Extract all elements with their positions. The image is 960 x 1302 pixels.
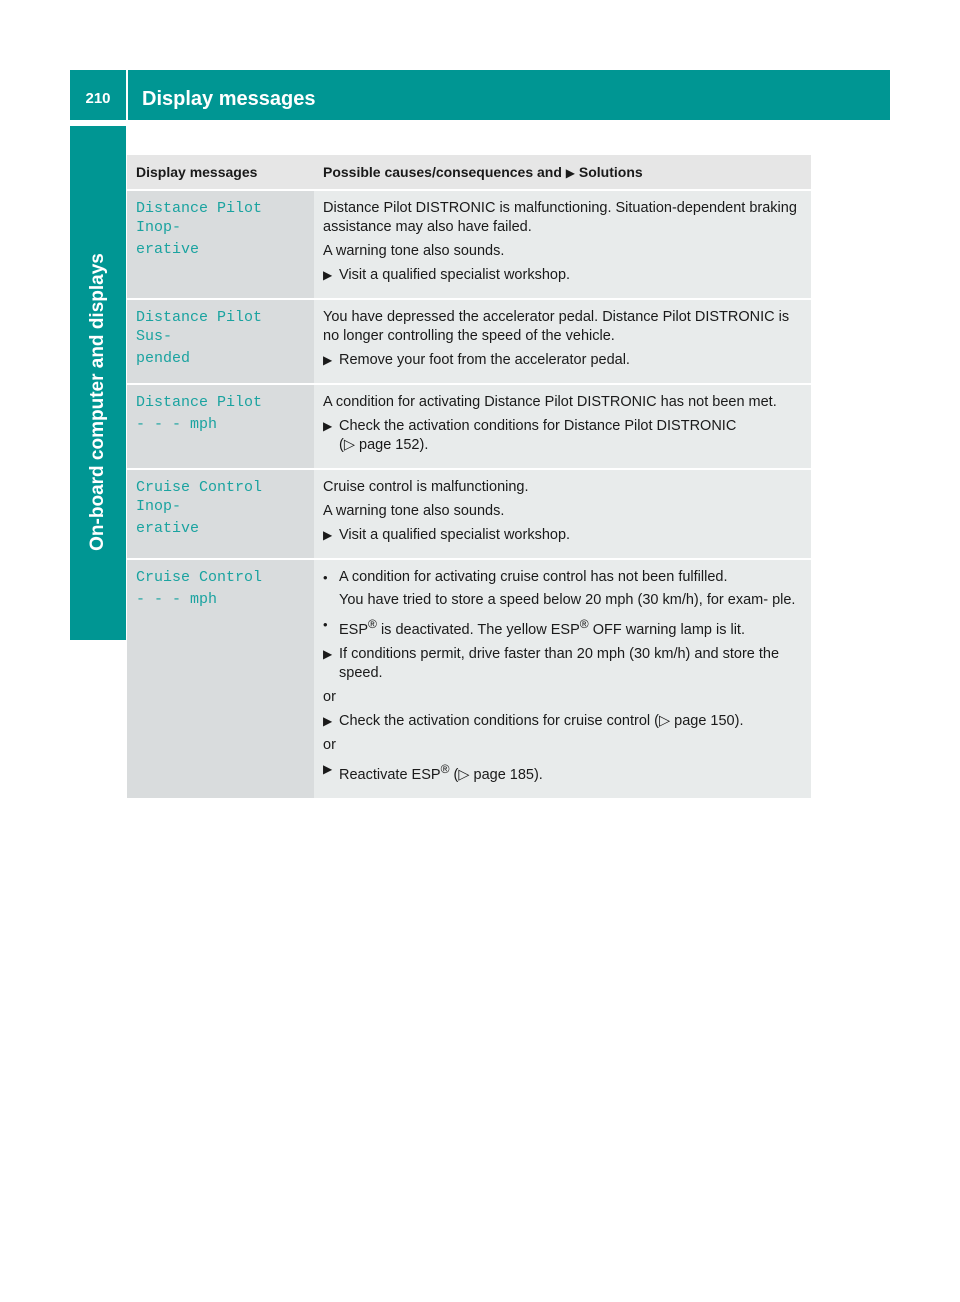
action-step	[323, 645, 803, 683]
display-message-line: - - - mph	[136, 416, 218, 433]
display-message-line: Cruise Control Inop‐	[136, 479, 263, 515]
cause-text: Cruise control is malfunctioning.	[323, 479, 529, 495]
action-arrow-icon: ▶	[323, 761, 333, 776]
cause-text: A condition for activating Distance Pilot DISTRONIC has not been met.	[323, 394, 777, 410]
bullet-text: OFF warning lamp is lit.	[588, 621, 745, 638]
action-arrow-icon: ▶	[565, 166, 576, 180]
registered-mark: ®	[440, 761, 450, 776]
display-message	[136, 199, 306, 259]
column-header-messages: Display messages	[127, 155, 314, 190]
table-row	[127, 190, 811, 299]
solution-cell	[314, 559, 811, 798]
display-message-line: Cruise Control	[136, 569, 263, 586]
action-text: Visit a qualified specialist workshop.	[339, 267, 571, 283]
or-text: or	[323, 688, 336, 705]
display-message-line: erative	[136, 520, 200, 537]
table-row	[127, 559, 811, 798]
solution-cell	[314, 384, 811, 469]
page-title: Display messages	[142, 88, 316, 110]
column-header-solutions-post: Solutions	[578, 164, 643, 180]
action-arrow-icon: ▶	[323, 268, 333, 282]
display-message-cell	[127, 384, 314, 469]
action-text: Remove your foot from the accelerator pedal.	[339, 352, 630, 368]
action-text: If conditions permit, drive faster than 20 mph (30 km/h) and store the speed.	[339, 645, 780, 681]
display-message-line: pended	[136, 350, 191, 367]
bullet-text: You have tried to store a speed below 20 mph (30 km/h), for exam- ple.	[339, 592, 796, 608]
or-text: or	[323, 736, 336, 753]
table-row	[127, 299, 811, 384]
display-message-cell	[127, 559, 314, 798]
display-message	[136, 568, 306, 609]
display-message-line: Distance Pilot Sus‐	[136, 309, 263, 345]
action-arrow-icon: ▶	[323, 353, 333, 367]
page-header	[70, 70, 890, 120]
bullet-item	[323, 568, 803, 610]
cause-text: A warning tone also sounds.	[323, 243, 505, 259]
display-message-line: - - - mph	[136, 591, 218, 608]
display-message	[136, 308, 306, 368]
column-header-solutions-pre: Possible causes/consequences and	[323, 164, 562, 180]
action-step	[323, 351, 803, 370]
bullet-icon: •	[323, 617, 328, 632]
header-divider	[126, 70, 128, 120]
cause-text: A warning tone also sounds.	[323, 503, 505, 519]
display-message	[136, 393, 306, 434]
action-text: Check the activation conditions for Distance Pilot DISTRONIC	[339, 418, 737, 434]
action-arrow-icon: ▶	[323, 646, 333, 661]
cause-text: Distance Pilot DISTRONIC is malfunctioning. Situation-dependent braking assistance may also have failed.	[323, 200, 797, 235]
action-step	[323, 266, 803, 285]
display-message-cell	[127, 469, 314, 559]
action-text: Check the activation conditions for cruise control (▷ page 150).	[339, 712, 744, 729]
chapter-label: On-board computer and displays	[87, 253, 108, 551]
registered-mark: ®	[368, 617, 377, 631]
action-step	[323, 417, 803, 455]
display-message-line: erative	[136, 241, 200, 258]
registered-mark: ®	[579, 617, 589, 631]
action-arrow-icon: ▶	[323, 713, 333, 728]
action-text: (▷ page 185).	[449, 766, 543, 783]
display-message	[136, 478, 306, 538]
action-step	[323, 526, 803, 545]
cause-text: You have depressed the accelerator pedal. Distance Pilot DISTRONIC is no longer controlling the speed of the vehicle.	[323, 309, 790, 344]
action-arrow-icon: ▶	[323, 419, 333, 433]
display-message-line: Distance Pilot	[136, 394, 263, 411]
table-header-row	[127, 155, 811, 190]
page-reference: (▷ page 152).	[339, 437, 429, 453]
table-row	[127, 384, 811, 469]
action-text: Reactivate ESP	[339, 766, 441, 783]
column-header-solutions	[314, 155, 811, 190]
display-message-cell	[127, 299, 314, 384]
action-text: Visit a qualified specialist workshop.	[339, 527, 571, 543]
display-messages-table	[127, 155, 811, 798]
bullet-icon: •	[323, 570, 328, 585]
action-step	[323, 760, 803, 785]
action-arrow-icon: ▶	[323, 528, 333, 542]
solution-cell	[314, 299, 811, 384]
display-message-line: Distance Pilot Inop‐	[136, 200, 263, 236]
bullet-text: is deactivated. The yellow ESP	[376, 621, 580, 638]
action-step	[323, 712, 803, 731]
solution-cell	[314, 469, 811, 559]
bullet-item	[323, 615, 803, 640]
bullet-text: A condition for activating cruise control has not been fulfilled.	[339, 569, 728, 585]
table-row	[127, 469, 811, 559]
solution-cell	[314, 190, 811, 299]
display-message-cell	[127, 190, 314, 299]
bullet-text: ESP	[339, 621, 369, 638]
page-number: 210	[85, 90, 111, 107]
